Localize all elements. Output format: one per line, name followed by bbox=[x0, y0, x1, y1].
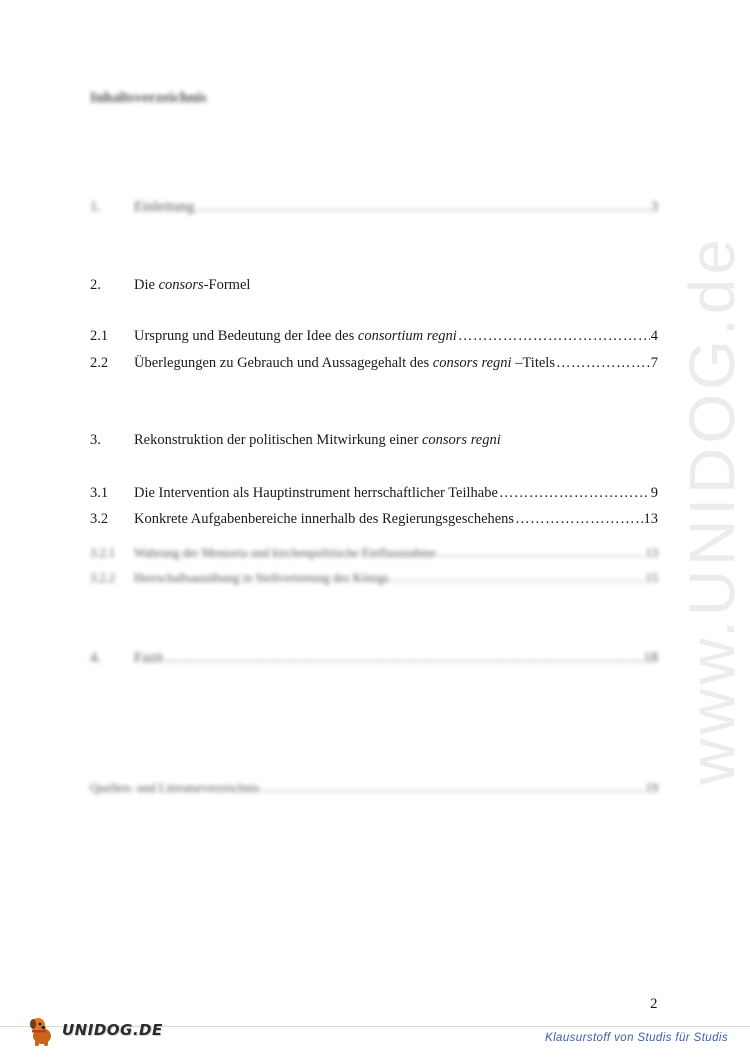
toc-entry-page: 9 bbox=[650, 485, 658, 501]
logo-text: UNIDOG.DE bbox=[62, 1021, 163, 1039]
toc-leader-dots bbox=[260, 781, 644, 796]
page-number: 2 bbox=[650, 996, 658, 1012]
toc-entry-title: Ursprung und Bedeutung der Idee des consortium regni bbox=[134, 328, 457, 344]
toc-entry-page: 13 bbox=[645, 546, 658, 560]
toc-entry-title: Die Intervention als Hauptinstrument herrschaftlicher Teilhabe bbox=[134, 485, 498, 501]
toc-entry-3[interactable] bbox=[90, 432, 658, 449]
toc-leader-dots bbox=[195, 199, 649, 216]
toc-entry-page: 3 bbox=[650, 199, 658, 215]
toc-leader-dots bbox=[437, 546, 644, 561]
toc-entry-page: 13 bbox=[643, 511, 658, 527]
toc-entry-4[interactable] bbox=[90, 650, 658, 667]
toc-entry-number: 3.2.1 bbox=[90, 546, 115, 560]
toc-entry-title: Konkrete Aufgabenbereiche innerhalb des Regierungsgeschehens bbox=[134, 511, 515, 527]
toc-entry-3-1[interactable] bbox=[90, 485, 658, 502]
toc-entry-sources[interactable] bbox=[90, 781, 658, 796]
toc-entry-number: 1. bbox=[90, 199, 101, 215]
footer-tagline: Klausurstoff von Studis für Studis bbox=[545, 1032, 728, 1044]
toc-entry-title: Rekonstruktion der politischen Mitwirkung einer consors regni bbox=[134, 432, 501, 448]
toc-entry-3-2-1[interactable] bbox=[90, 546, 658, 561]
toc-entry-number: 3.2.2 bbox=[90, 571, 115, 585]
toc-entry-number: 2. bbox=[90, 277, 101, 293]
toc-entry-number: 3.1 bbox=[90, 485, 109, 501]
toc-leader-dots bbox=[458, 328, 650, 345]
toc-entry-title: Quellen- und Literaturverzeichnis bbox=[90, 781, 260, 795]
toc-entry-page: 7 bbox=[650, 355, 658, 371]
toc-leader-dots bbox=[390, 571, 645, 586]
toc-entry-title: Herrschaftsausübung in Stellvertretung des Königs bbox=[134, 571, 389, 585]
toc-entry-title: Einleitung bbox=[134, 199, 195, 215]
toc-entry-3-2-2[interactable] bbox=[90, 571, 658, 586]
toc-entry-number: 3. bbox=[90, 432, 101, 448]
toc-entry-number: 2.2 bbox=[90, 355, 109, 371]
toc-entry-2[interactable] bbox=[90, 277, 658, 294]
toc-leader-dots bbox=[499, 485, 650, 502]
toc-entry-1[interactable] bbox=[90, 199, 658, 216]
toc-entry-page: 19 bbox=[645, 781, 658, 795]
toc-entry-title: Fazit bbox=[134, 650, 163, 666]
toc-leader-dots bbox=[164, 650, 643, 667]
toc-entry-3-2[interactable] bbox=[90, 511, 658, 528]
toc-entry-title: Überlegungen zu Gebrauch und Aussagegehalt des consors regni –Titels bbox=[134, 355, 555, 371]
dog-icon bbox=[24, 1012, 60, 1048]
toc-entry-number: 3.2 bbox=[90, 511, 109, 527]
toc-entry-page: 18 bbox=[643, 650, 658, 666]
page-watermark: www.UNIDOG.de bbox=[676, 235, 748, 785]
toc-entry-page: 15 bbox=[645, 571, 658, 585]
toc-entry-2-2[interactable] bbox=[90, 355, 658, 372]
toc-entry-title: Wahrung der Memoria und kirchenpolitische Einflussnahme bbox=[134, 546, 437, 560]
toc-entry-number: 4. bbox=[90, 650, 101, 666]
toc-entry-title: Die consors-Formel bbox=[134, 277, 251, 293]
toc-heading: Inhaltsverzeichnis bbox=[90, 90, 207, 106]
toc-entry-number: 2.1 bbox=[90, 328, 109, 344]
toc-leader-dots bbox=[515, 511, 642, 528]
toc-entry-2-1[interactable] bbox=[90, 328, 658, 345]
toc-entry-page: 4 bbox=[650, 328, 658, 344]
toc-leader-dots bbox=[556, 355, 650, 372]
footer-logo[interactable] bbox=[24, 1012, 163, 1048]
